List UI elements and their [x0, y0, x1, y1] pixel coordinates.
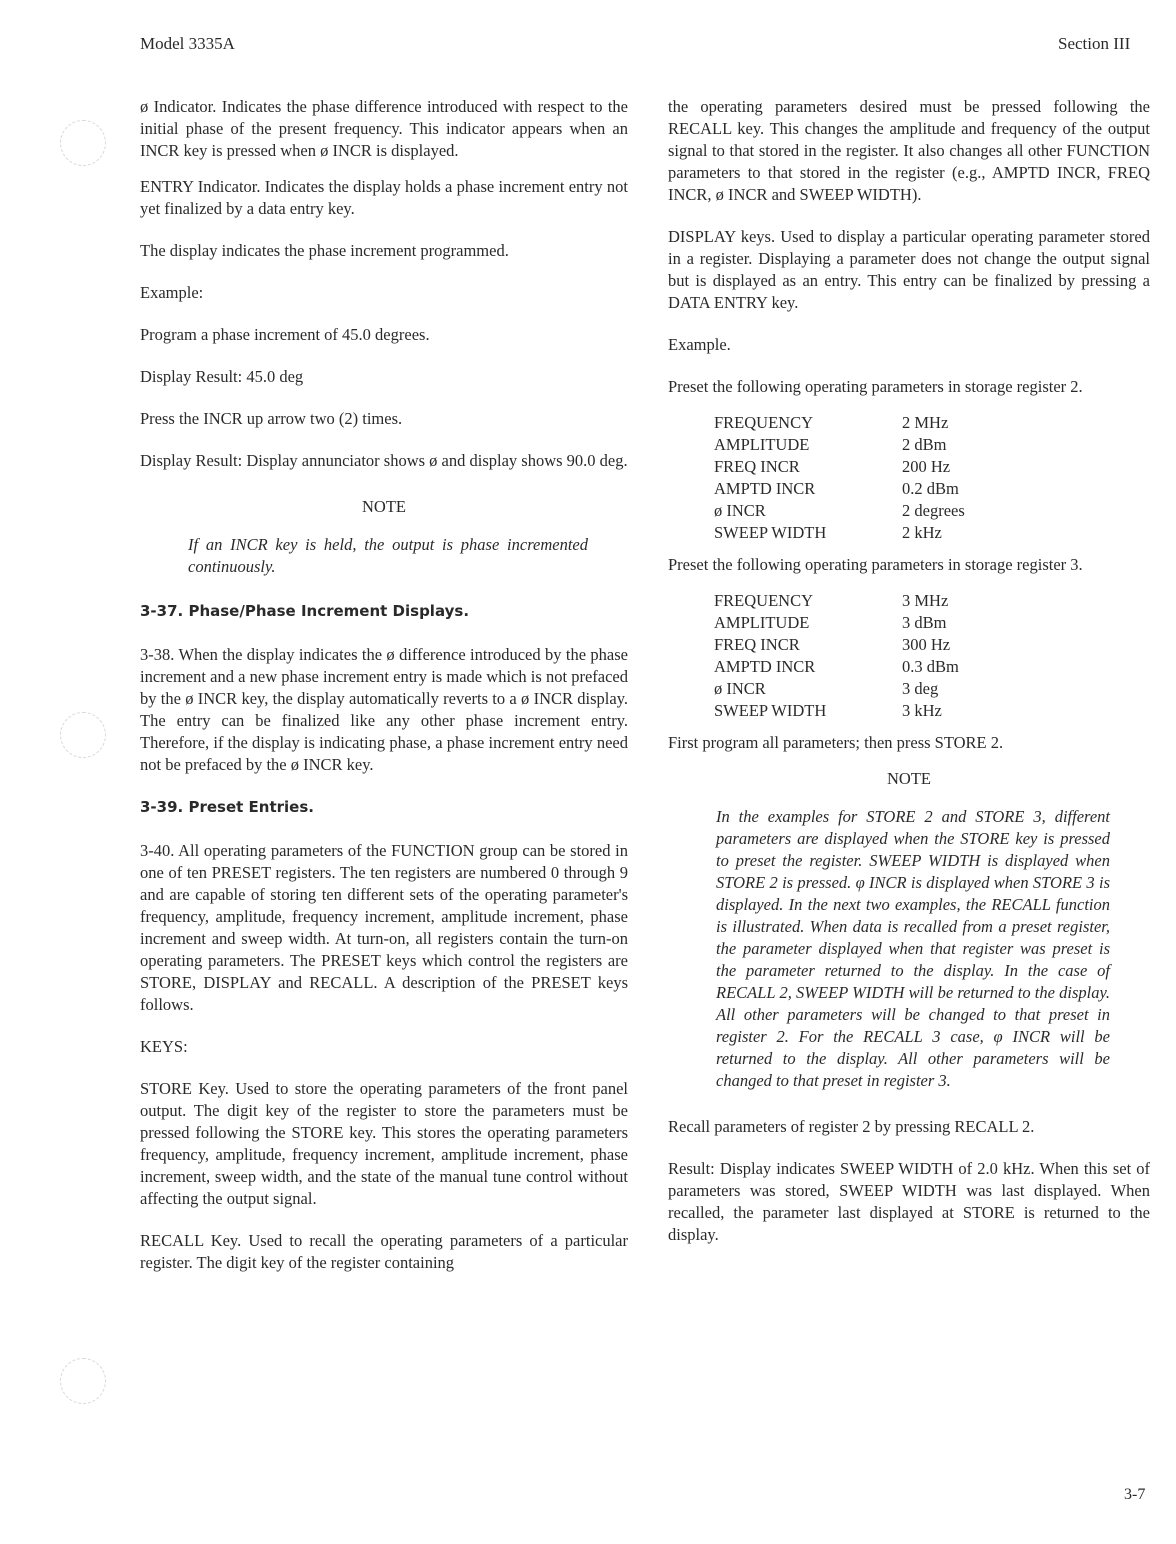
phase-indicator-para: ø Indicator. Indicates the phase difference introduced with respect to the initial phase of the present frequency. This indicator appears when an INCR key is pressed when ø INCR is displayed. — [140, 97, 628, 160]
right-column — [668, 96, 1150, 1260]
press-incr-para: Press the INCR up arrow two (2) times. — [140, 409, 403, 428]
param-value: 3 deg — [902, 679, 939, 698]
binder-hole-mark — [60, 712, 106, 758]
para-3-38: 3-38. When the display indicates the ø difference introduced by the phase increment and a new phase increment entry is made which is not prefaced by the ø INCR key, the display automatically reverts to a ø INCR display. The entry can be finalized like any other phase increment entry. Therefore, if the display is indicating phase, a phase increment entry need not be prefaced by the ø INCR key. — [140, 645, 628, 774]
param-name: SWEEP WIDTH — [714, 523, 827, 542]
example-label: Example: — [140, 283, 204, 302]
param-value: 3 kHz — [902, 701, 942, 720]
keys-label: KEYS: — [140, 1037, 188, 1056]
param-name: FREQUENCY — [714, 413, 814, 432]
note-text: If an INCR key is held, the output is phase incremented continuously. — [188, 535, 588, 576]
param-value: 0.2 dBm — [902, 479, 959, 498]
param-name: AMPTD INCR — [714, 479, 816, 498]
preset-2-intro: Preset the following operating parameters in storage register 2. — [668, 377, 1083, 396]
display-indicates-para: The display indicates the phase increment programmed. — [140, 241, 509, 260]
table-row — [714, 590, 959, 612]
recall-params-para: Recall parameters of register 2 by pressing RECALL 2. — [668, 1117, 1035, 1136]
table-row — [714, 700, 959, 722]
table-row — [714, 656, 959, 678]
header-section: Section III — [1058, 34, 1131, 53]
display-result-2: Display Result: Display annunciator shows ø and display shows 90.0 deg. — [140, 451, 628, 470]
param-value: 2 dBm — [902, 435, 947, 454]
param-name: ø INCR — [714, 501, 766, 520]
preset-2-table — [714, 412, 965, 544]
store-key-para: STORE Key. Used to store the operating parameters of the front panel output. The digit key of the register to store the parameters must be pressed following the STORE key. This stores the operating parameters frequency, amplitude, frequency increment, amplitude increment, phase increment, sweep width, and the state of the manual tune control without affecting the output signal. — [140, 1079, 628, 1208]
param-value: 2 MHz — [902, 413, 949, 432]
note-title: NOTE — [887, 769, 931, 788]
param-name: AMPTD INCR — [714, 657, 816, 676]
recall-key-para: RECALL Key. Used to recall the operating parameters of a particular register. The digit key of the register containing — [140, 1231, 628, 1272]
preset-3-intro: Preset the following operating parameters in storage register 3. — [668, 555, 1083, 574]
param-name: SWEEP WIDTH — [714, 701, 827, 720]
header-model: Model 3335A — [140, 34, 235, 53]
example-label: Example. — [668, 335, 731, 354]
param-name: FREQUENCY — [714, 591, 814, 610]
preset-3-table — [714, 590, 959, 722]
table-row — [714, 612, 959, 634]
display-result-1: Display Result: 45.0 deg — [140, 367, 304, 386]
param-value: 200 Hz — [902, 457, 951, 476]
param-name: ø INCR — [714, 679, 766, 698]
param-name: FREQ INCR — [714, 635, 800, 654]
table-row — [714, 634, 959, 656]
param-value: 3 dBm — [902, 613, 947, 632]
table-row — [714, 456, 965, 478]
section-heading-3-37: 3-37. Phase/Phase Increment Displays. — [140, 602, 470, 620]
display-keys-para: DISPLAY keys. Used to display a particular operating parameter stored in a register. Displaying a parameter does not change the output signal but is displayed as an entry. This entry can be finalized by pressing a DATA ENTRY key. — [668, 227, 1150, 312]
param-value: 2 kHz — [902, 523, 942, 542]
table-row — [714, 412, 965, 434]
page-number: 3-7 — [1124, 1486, 1146, 1503]
note-title: NOTE — [362, 497, 406, 516]
param-name: FREQ INCR — [714, 457, 800, 476]
first-program-para: First program all parameters; then press STORE 2. — [668, 733, 1004, 752]
table-row — [714, 478, 965, 500]
section-heading-3-39: 3-39. Preset Entries. — [140, 798, 314, 816]
table-row — [714, 500, 965, 522]
note-text: In the examples for STORE 2 and STORE 3, different parameters are displayed when the STORE key is pressed to preset the register. SWEEP WIDTH is displayed when STORE 2 is pressed. φ INCR is displayed when STORE 3 is displayed. In the next two examples, the RECALL function is illustrated. When data is recalled from a preset register, the parameter displayed when that register was preset is the parameter returned to the display. In the case of RECALL 2, SWEEP WIDTH will be returned to the display. All other parameters will be changed to that preset in register 2. For the RECALL 3 case, φ INCR will be returned to the display. All other parameters will be changed to that preset in register 3. — [716, 807, 1110, 1090]
table-row — [714, 434, 965, 456]
param-value: 3 MHz — [902, 591, 949, 610]
param-value: 0.3 dBm — [902, 657, 959, 676]
result-para: Result: Display indicates SWEEP WIDTH of 2.0 kHz. When this set of parameters was stored, SWEEP WIDTH was last displayed. When recalled, the parameter last displayed at STORE is returned to the display. — [668, 1159, 1150, 1244]
program-para: Program a phase increment of 45.0 degrees. — [140, 325, 430, 344]
param-name: AMPLITUDE — [714, 435, 810, 454]
binder-hole-mark — [60, 120, 106, 166]
left-column — [140, 96, 628, 1288]
table-row — [714, 522, 965, 544]
para-3-40: 3-40. All operating parameters of the FUNCTION group can be stored in one of ten PRESET registers. The ten registers are numbered 0 through 9 and are capable of storing ten different sets of the operating parameter's frequency, amplitude, frequency increment, amplitude increment, phase increment and sweep width. At turn-on, all registers contain the turn-on operating parameters. The PRESET keys which control the registers are STORE, DISPLAY and RECALL. A description of the PRESET keys follows. — [140, 841, 628, 1014]
param-value: 300 Hz — [902, 635, 951, 654]
param-name: AMPLITUDE — [714, 613, 810, 632]
binder-hole-mark — [60, 1358, 106, 1404]
table-row — [714, 678, 959, 700]
entry-indicator-para: ENTRY Indicator. Indicates the display holds a phase increment entry not yet finalized by a data entry key. — [140, 177, 628, 218]
recall-continued-para: the operating parameters desired must be pressed following the RECALL key. This changes the amplitude and frequency of the output signal to that stored in the register. It also changes all other FUNCTION parameters to that stored in the register (e.g., AMPTD INCR, FREQ INCR, ø INCR and SWEEP WIDTH). — [668, 97, 1150, 204]
param-value: 2 degrees — [902, 501, 965, 520]
